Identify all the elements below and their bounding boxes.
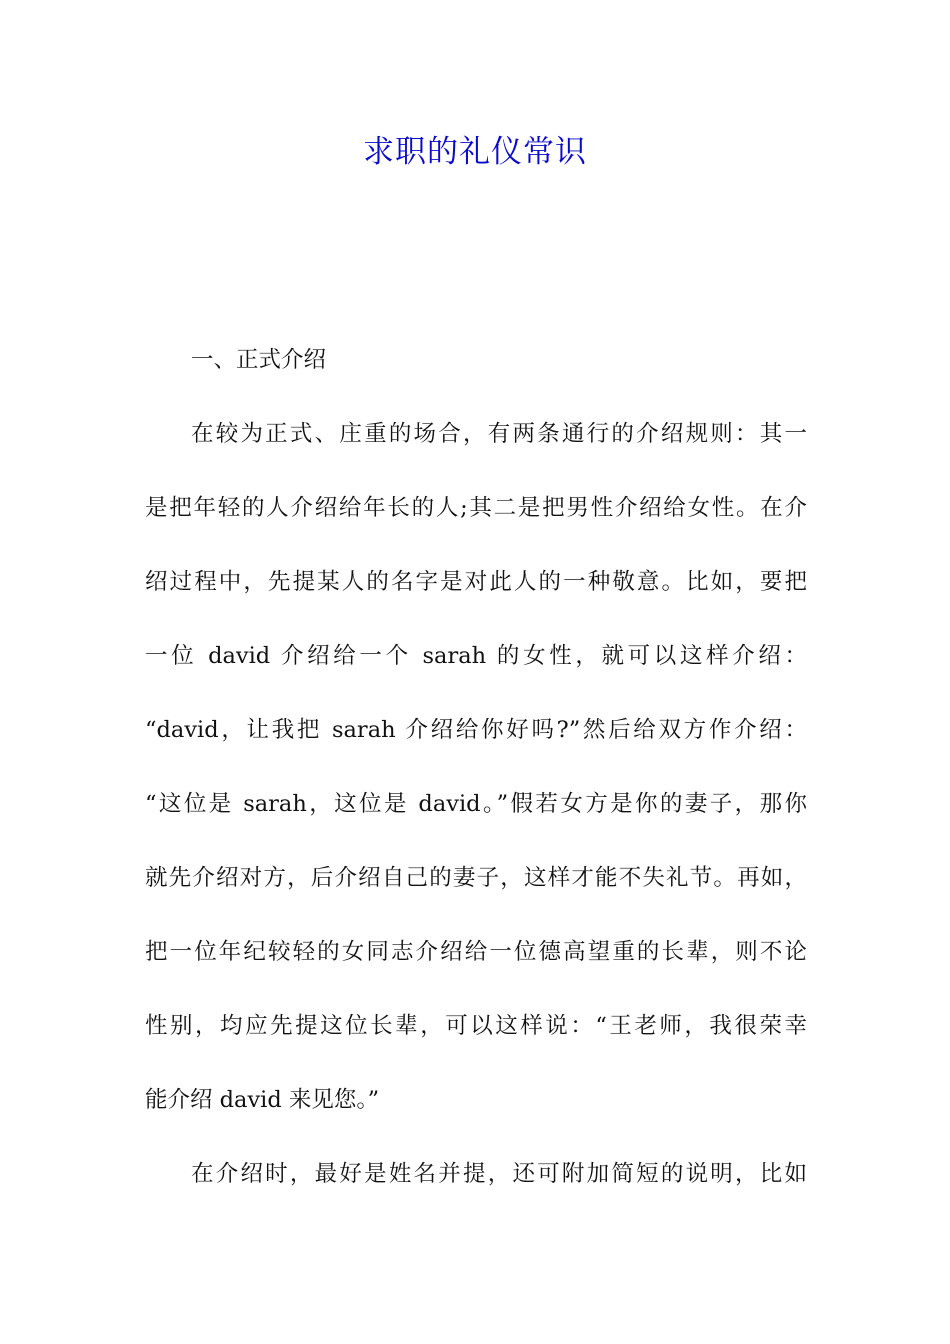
document-title: 求职的礼仪常识 <box>363 134 587 170</box>
paragraph-line: 性别，均应先提这位长辈，可以这样说：“王老师，我很荣幸 <box>145 1013 807 1039</box>
paragraph-line: 就先介绍对方，后介绍自己的妻子，这样才能不失礼节。再如， <box>145 865 807 891</box>
paragraph-line: “这位是 sarah，这位是 david。”假若女方是你的妻子，那你 <box>145 791 807 817</box>
paragraph-line: 绍过程中，先提某人的名字是对此人的一种敬意。比如，要把 <box>145 569 807 595</box>
paragraph-line: “david，让我把 sarah 介绍给你好吗?”然后给双方作介绍： <box>145 717 807 743</box>
paragraph-line: 一位 david 介绍给一个 sarah 的女性，就可以这样介绍： <box>145 643 807 669</box>
section-heading: 一、正式介绍 <box>191 347 327 373</box>
paragraph-line: 是把年轻的人介绍给年长的人;其二是把男性介绍给女性。在介 <box>145 495 807 521</box>
paragraph-line: 在介绍时，最好是姓名并提，还可附加简短的说明，比如 <box>191 1161 807 1187</box>
document-body <box>145 323 807 1211</box>
paragraph-line: 能介绍 david 来见您。” <box>145 1087 380 1113</box>
paragraph-line: 把一位年纪较轻的女同志介绍给一位德高望重的长辈，则不论 <box>145 939 807 965</box>
paragraph-line: 在较为正式、庄重的场合，有两条通行的介绍规则：其一 <box>191 421 807 447</box>
